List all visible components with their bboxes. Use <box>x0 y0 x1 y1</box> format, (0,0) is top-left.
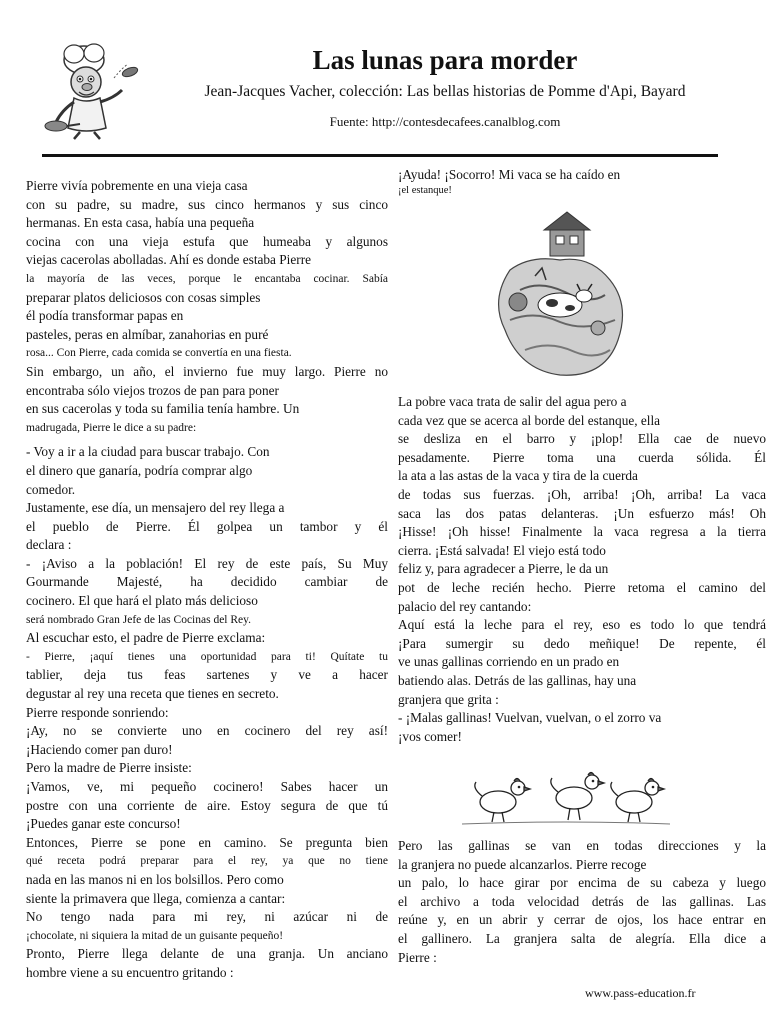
text-line: será nombrado Gran Jefe de las Cocinas del Rey. <box>26 613 252 626</box>
text-line: ¡Para sumergir su dedo meñique! De repente, él <box>398 635 766 651</box>
text-line: Gourmande Majesté, ha decidido cambiar de <box>26 574 388 590</box>
text-line: cierra. ¡Está salvada! El viejo está todo <box>398 542 606 558</box>
text-line: Pero las gallinas se van en todas direcciones y la <box>398 838 766 853</box>
text-line: él podía transformar papas en <box>26 308 184 324</box>
text-line: Pronto, Pierre llega delante de una granja. Un anciano <box>26 946 388 962</box>
text-line: Aquí está la leche para el rey, eso es todo lo que tendrá <box>398 617 766 633</box>
text-line: - ¡Malas gallinas! Vuelvan, vuelvan, o el zorro va <box>398 710 662 726</box>
text-line: Pierre responde sonriendo: <box>26 704 169 720</box>
text-line: Al escuchar esto, el padre de Pierre exclama: <box>26 630 266 646</box>
right-column-bottom <box>398 837 766 967</box>
document-source: Fuente: http://contesdecafees.canalblog.com <box>329 114 561 129</box>
text-line: encontraba sólo viejos trozos de pan para poner <box>26 382 279 398</box>
text-line: ¡Ay, no se convierte uno en cocinero del rey así! <box>26 723 388 739</box>
text-line: ¡el estanque! <box>398 184 452 196</box>
text-line: ¡Haciendo comer pan duro! <box>26 741 173 757</box>
document-subtitle: Jean-Jacques Vacher, colección: Las bellas historias de Pomme d'Api, Bayard <box>204 83 686 100</box>
text-line: madrugada, Pierre le dice a su padre: <box>26 421 197 434</box>
text-line: pasteles, peras en almíbar, zanahorias en puré <box>26 326 269 342</box>
text-line: qué receta podrá preparar para el rey, ya que no tiene <box>26 855 388 868</box>
text-line: palacio del rey cantando: <box>398 598 532 614</box>
text-line: el dinero que ganaría, podría comprar algo <box>26 462 253 478</box>
text-line: cada vez que se acerca al borde del estanque, ella <box>398 412 661 428</box>
text-line: ve unas gallinas corriendo en un prado en <box>398 654 620 670</box>
text-line: ¡chocolate, ni siquiera la mitad de un guisante pequeño! <box>26 929 284 942</box>
text-line: ¡vos comer! <box>398 728 462 744</box>
text-line: batiendo alas. Detrás de las gallinas, hay una <box>398 672 637 688</box>
text-line: granjera que grita : <box>398 691 499 707</box>
footer-url: www.pass-education.fr <box>585 986 696 1000</box>
text-line: hombre viene a su encuentro gritando : <box>26 964 234 980</box>
text-line: el gallinero. La granjera salta de alegría. Ella dice a <box>398 930 766 946</box>
text-line: Pero la madre de Pierre insiste: <box>26 760 192 776</box>
right-column-top <box>398 166 766 197</box>
text-line: Sin embargo, un año, el invierno fue muy largo. Pierre no <box>26 363 388 379</box>
text-line: el archivo a toda velocidad detrás de las gallinas. Las <box>398 893 766 909</box>
text-line: tablier, deja tus feas sartenes y ve a hacer <box>26 667 388 683</box>
text-line: Pierre : <box>398 949 437 965</box>
left-column <box>26 177 388 983</box>
text-line: la mayoría de las veces, porque le encantaba cocinar. Sabía <box>26 272 388 285</box>
text-line: ¡Ayuda! ¡Socorro! Mi vaca se ha caído en <box>398 167 621 182</box>
text-line: declara : <box>26 537 72 553</box>
text-line: feliz y, para agradecer a Pierre, le da un <box>398 561 609 577</box>
text-line: la granjera no puede alcanzarlos. Pierre recoge <box>398 856 647 872</box>
text-line: rosa... Con Pierre, cada comida se convertía en una fiesta. <box>26 347 292 360</box>
chef-illustration <box>44 38 154 140</box>
text-line: se desliza en el barro y ¡plop! Ella cae de nuevo <box>398 431 766 447</box>
text-line: cocinero. El que hará el plato más delicioso <box>26 593 258 609</box>
text-line: degustar al rey una receta que tienes en secreto. <box>26 686 279 702</box>
text-line: ¡Hisse! ¡Oh hisse! Finalmente la vaca regresa a la tierra <box>398 524 766 540</box>
text-line: reúne y, en un abrir y cerrar de ojos, los hace entrar en <box>398 912 766 928</box>
text-line: No tengo nada para mi rey, ni azúcar ni de <box>26 909 388 925</box>
text-line: Entonces, Pierre se pone en camino. Se pregunta bien <box>26 834 388 850</box>
hens-illustration <box>462 766 670 828</box>
text-line: siente la primavera que llega, comienza a cantar: <box>26 890 286 906</box>
text-line: hermanas. En esta casa, había una pequeña <box>26 215 255 231</box>
text-line: comedor. <box>26 481 76 497</box>
text-line: nada en las manos ni en los bolsillos. Pero como <box>26 871 284 887</box>
text-line: Pierre vivía pobremente en una vieja casa <box>26 178 248 193</box>
text-line: pot de leche recién hecho. Pierre retoma el camino del <box>398 579 766 595</box>
text-line: - ¡Aviso a la población! El rey de este país, Su Muy <box>26 555 388 571</box>
cow-in-pond-illustration <box>480 210 630 380</box>
text-line: de todas sus fuerzas. ¡Oh, arriba! ¡Oh, arriba! La vaca <box>398 486 766 502</box>
text-line: en sus cacerolas y toda su familia tenía hambre. Un <box>26 401 300 417</box>
text-line: Justamente, ese día, un mensajero del rey llega a <box>26 500 285 516</box>
text-line: preparar platos deliciosos con cosas simples <box>26 289 261 305</box>
text-line: con su padre, su madre, sus cinco hermanos y sus cinco <box>26 196 388 212</box>
text-line: viejas cacerolas abolladas. Ahí es donde estaba Pierre <box>26 252 312 268</box>
text-line: pesadamente. Pierre toma una cuerda sólida. Él <box>398 449 766 465</box>
text-line: ¡Puedes ganar este concurso! <box>26 816 181 832</box>
text-line: el pueblo de Pierre. Él golpea un tambor y él <box>26 518 388 534</box>
document-title: Las lunas para morder <box>312 45 578 75</box>
text-line: - Pierre, ¡aquí tienes una oportunidad para ti! Quítate tu <box>26 650 388 663</box>
document-header <box>0 0 768 160</box>
text-line: postre con una corriente de aire. Estoy segura de que tú <box>26 797 388 813</box>
text-line: - Voy a ir a la ciudad para buscar trabajo. Con <box>26 444 270 460</box>
right-column-middle <box>398 393 766 746</box>
text-line: La pobre vaca trata de salir del agua pero a <box>398 394 627 409</box>
text-line: un palo, lo hace girar por encima de su cabeza y luego <box>398 875 766 891</box>
header-divider <box>42 154 718 157</box>
text-line: cocina con una vieja estufa que humeaba y algunos <box>26 233 388 249</box>
text-line: la ata a las astas de la vaca y tira de la cuerda <box>398 468 638 484</box>
text-line: ¡Vamos, ve, mi pequeño cocinero! Sabes hacer un <box>26 779 388 794</box>
text-line: saca las dos patas delanteras. ¡Un esfuerzo más! Oh <box>398 505 766 521</box>
